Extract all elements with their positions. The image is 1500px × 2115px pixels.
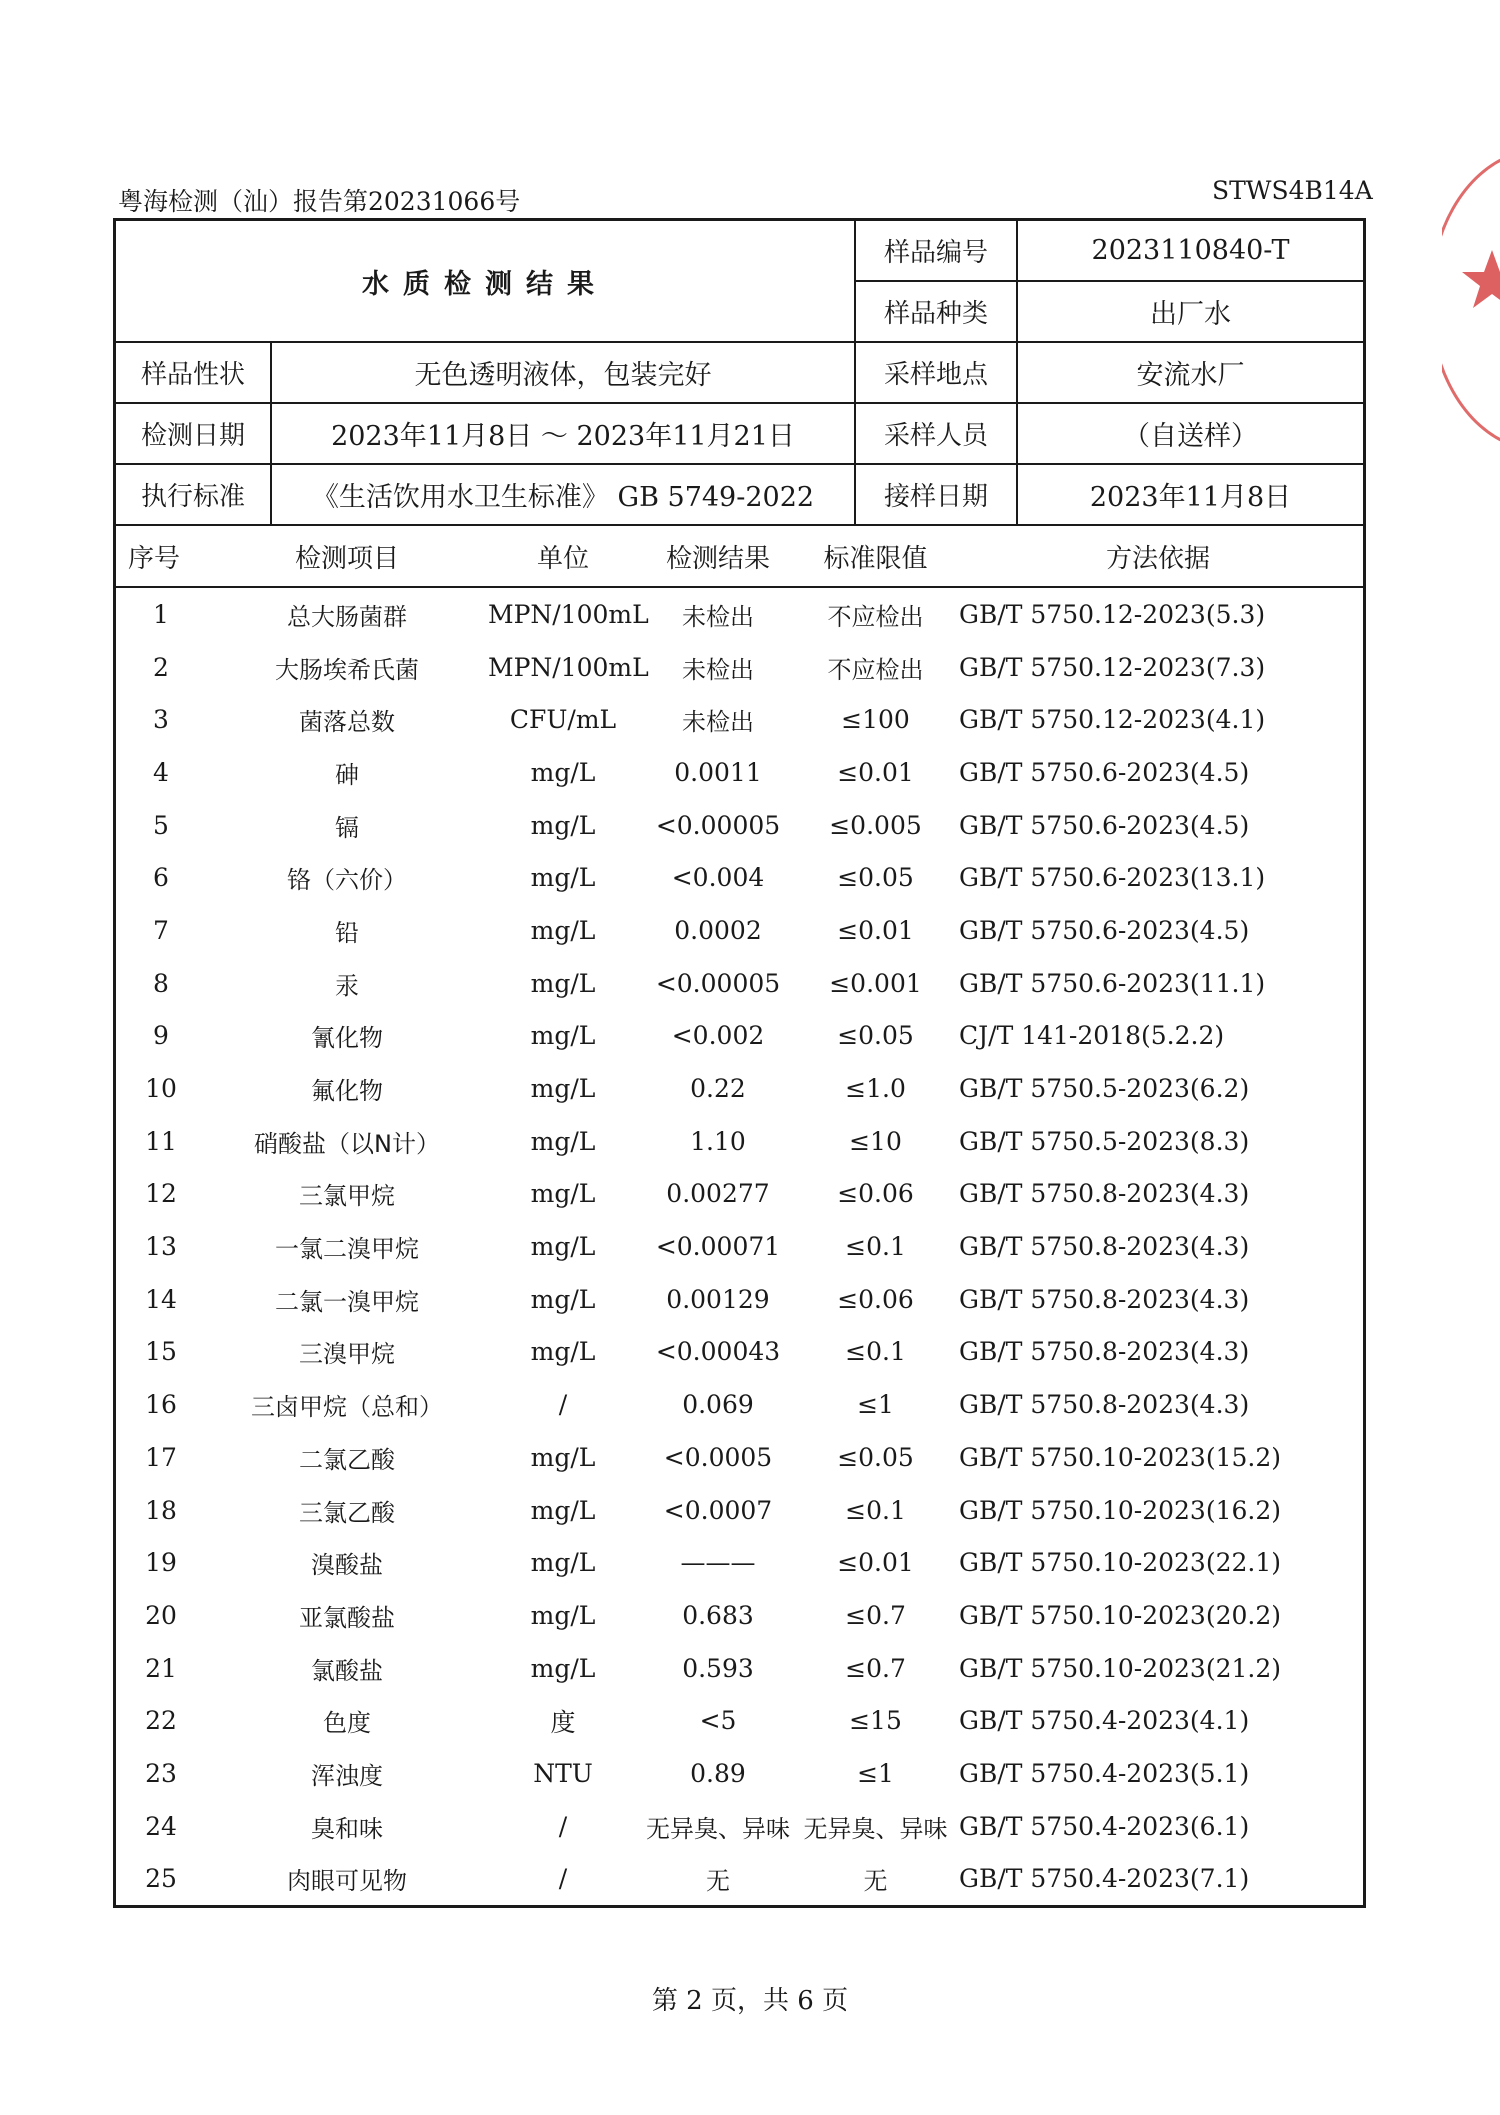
- row-method: GB/T 5750.8-2023(4.3): [959, 1284, 1250, 1314]
- table-row: [116, 1010, 1363, 1063]
- row-item: 三氯甲烷: [299, 1182, 395, 1211]
- row-limit: ≤0.05: [837, 1442, 914, 1472]
- row-limit: ≤0.005: [829, 810, 922, 840]
- table-row: [116, 799, 1363, 852]
- row-method: GB/T 5750.5-2023(6.2): [959, 1074, 1250, 1104]
- row-unit: mg/L: [530, 1232, 596, 1262]
- row-result: <0.004: [671, 863, 765, 893]
- table-row: [116, 1484, 1363, 1537]
- row-unit: MPN/100mL: [488, 599, 649, 629]
- row-unit: mg/L: [530, 1653, 596, 1683]
- row-unit: mg/L: [530, 1495, 596, 1525]
- row-limit: ≤15: [849, 1706, 902, 1736]
- table-row: [116, 1326, 1363, 1379]
- row-unit: /: [558, 1811, 568, 1841]
- row-result: 0.89: [690, 1758, 746, 1788]
- sampler-label: 采样人员: [855, 403, 1017, 464]
- row-limit: ≤0.1: [845, 1232, 906, 1262]
- row-seq: 14: [145, 1284, 177, 1314]
- row-seq: 9: [153, 1021, 169, 1051]
- row-method: GB/T 5750.10-2023(16.2): [959, 1495, 1282, 1525]
- table-row: [116, 1431, 1363, 1484]
- col-result: 检测结果: [638, 526, 798, 587]
- row-seq: 11: [145, 1126, 177, 1156]
- row-seq: 4: [153, 757, 169, 787]
- table-row: [116, 693, 1363, 746]
- row-item: 三卤甲烷（总和）: [251, 1393, 443, 1422]
- row-limit: ≤0.01: [837, 915, 914, 945]
- row-result: <5: [699, 1706, 737, 1736]
- row-seq: 1: [153, 599, 169, 629]
- receive-date-value: 2023年11月8日: [1017, 464, 1363, 525]
- table-row: [116, 1115, 1363, 1168]
- sample-type-value: 出厂水: [1017, 281, 1363, 342]
- row-unit: mg/L: [530, 810, 596, 840]
- row-result: 无: [706, 1867, 730, 1896]
- row-item: 肉眼可见物: [287, 1867, 407, 1896]
- row-limit: ≤0.1: [845, 1495, 906, 1525]
- row-limit: ≤1: [857, 1758, 894, 1788]
- row-item: 二氯乙酸: [299, 1445, 395, 1474]
- row-result: 未检出: [682, 708, 754, 737]
- location-value: 安流水厂: [1017, 342, 1363, 403]
- row-method: GB/T 5750.12-2023(7.3): [959, 652, 1266, 682]
- row-seq: 20: [145, 1600, 177, 1630]
- report-sheet: [113, 218, 1366, 1908]
- row-item: 亚氯酸盐: [299, 1603, 395, 1632]
- row-item: 氟化物: [311, 1077, 383, 1106]
- row-seq: 19: [145, 1548, 177, 1578]
- row-result: <0.002: [671, 1021, 765, 1051]
- red-seal-stamp: [1442, 150, 1500, 450]
- row-seq: 10: [145, 1074, 177, 1104]
- row-seq: 18: [145, 1495, 177, 1525]
- col-method: 方法依据: [953, 526, 1363, 587]
- receive-date-label: 接样日期: [855, 464, 1017, 525]
- table-row: [116, 957, 1363, 1010]
- row-result: 1.10: [690, 1126, 746, 1156]
- table-row: [116, 1853, 1363, 1906]
- sampler-value: （自送样）: [1017, 403, 1363, 464]
- table-row: [116, 904, 1363, 957]
- row-result: <0.0005: [663, 1442, 773, 1472]
- row-item: 铬（六价）: [287, 866, 407, 895]
- page-title: 水质检测结果: [116, 221, 855, 342]
- row-result: 0.00129: [666, 1284, 770, 1314]
- row-result: <0.00005: [655, 810, 781, 840]
- table-row: [116, 1220, 1363, 1273]
- row-result: <0.00071: [655, 1232, 781, 1262]
- row-item: 大肠埃希氏菌: [275, 655, 419, 684]
- row-method: GB/T 5750.4-2023(6.1): [959, 1811, 1250, 1841]
- row-unit: mg/L: [530, 1021, 596, 1051]
- col-seq: 序号: [116, 526, 206, 587]
- results-table: [116, 526, 1363, 1905]
- row-seq: 24: [145, 1811, 177, 1841]
- row-seq: 2: [153, 652, 169, 682]
- row-method: GB/T 5750.10-2023(20.2): [959, 1600, 1282, 1630]
- row-limit: 不应检出: [827, 602, 924, 631]
- row-item: 砷: [335, 760, 359, 789]
- row-item: 一氯二溴甲烷: [275, 1235, 419, 1264]
- table-row: [116, 587, 1363, 641]
- row-unit: mg/L: [530, 1074, 596, 1104]
- row-result: 未检出: [682, 655, 754, 684]
- col-item: 检测项目: [206, 526, 488, 587]
- row-seq: 7: [153, 915, 169, 945]
- sample-no-label: 样品编号: [855, 221, 1017, 281]
- location-label: 采样地点: [855, 342, 1017, 403]
- row-item: 三氯乙酸: [299, 1498, 395, 1527]
- row-result: <0.00005: [655, 968, 781, 998]
- col-limit: 标准限值: [798, 526, 953, 587]
- standard-label: 执行标准: [116, 464, 271, 525]
- row-result: 0.069: [682, 1390, 754, 1420]
- row-limit: ≤0.001: [829, 968, 922, 998]
- sample-info-table: [116, 221, 1363, 526]
- row-method: GB/T 5750.12-2023(5.3): [959, 599, 1266, 629]
- row-result: <0.0007: [663, 1495, 773, 1525]
- table-row: [116, 1273, 1363, 1326]
- table-row: [116, 851, 1363, 904]
- row-unit: mg/L: [530, 968, 596, 998]
- test-date-label: 检测日期: [116, 403, 271, 464]
- row-seq: 6: [153, 863, 169, 893]
- row-item: 二氯一溴甲烷: [275, 1287, 419, 1316]
- row-limit: ≤0.05: [837, 1021, 914, 1051]
- row-method: CJ/T 141-2018(5.2.2): [959, 1021, 1225, 1051]
- table-row: [116, 1168, 1363, 1221]
- appearance-value: 无色透明液体，包装完好: [271, 342, 855, 403]
- table-row: [116, 1747, 1363, 1800]
- test-date-value: 2023年11月8日 ～ 2023年11月21日: [271, 403, 855, 464]
- report-number: 粤海检测（汕）报告第20231066号: [118, 187, 521, 216]
- table-row: [116, 1642, 1363, 1695]
- row-method: GB/T 5750.4-2023(7.1): [959, 1864, 1250, 1894]
- row-seq: 23: [145, 1758, 177, 1788]
- row-seq: 22: [145, 1706, 177, 1736]
- row-item: 镉: [335, 813, 359, 842]
- row-result: 0.0002: [674, 915, 762, 945]
- row-method: GB/T 5750.6-2023(13.1): [959, 863, 1266, 893]
- row-result: 0.683: [682, 1600, 754, 1630]
- row-limit: ≤0.05: [837, 863, 914, 893]
- standard-value: 《生活饮用水卫生标准》 GB 5749-2022: [271, 464, 855, 525]
- row-unit: mg/L: [530, 1284, 596, 1314]
- row-method: GB/T 5750.8-2023(4.3): [959, 1390, 1250, 1420]
- row-unit: 度: [550, 1707, 576, 1737]
- row-unit: NTU: [533, 1758, 593, 1788]
- row-item: 菌落总数: [299, 708, 395, 737]
- table-row: [116, 641, 1363, 694]
- row-result: 无异臭、异味: [646, 1814, 790, 1843]
- row-method: GB/T 5750.10-2023(22.1): [959, 1548, 1282, 1578]
- row-method: GB/T 5750.10-2023(21.2): [959, 1653, 1282, 1683]
- col-unit: 单位: [488, 526, 638, 587]
- row-unit: MPN/100mL: [488, 652, 649, 682]
- row-unit: mg/L: [530, 1600, 596, 1630]
- row-limit: ≤0.1: [845, 1337, 906, 1367]
- row-seq: 12: [145, 1179, 177, 1209]
- table-row: [116, 1589, 1363, 1642]
- row-item: 硝酸盐（以N计）: [254, 1129, 440, 1158]
- row-unit: mg/L: [530, 1337, 596, 1367]
- row-limit: ≤0.01: [837, 757, 914, 787]
- row-method: GB/T 5750.6-2023(4.5): [959, 915, 1250, 945]
- row-item: 三溴甲烷: [299, 1340, 395, 1369]
- row-item: 浑浊度: [311, 1761, 383, 1790]
- row-result: 0.22: [690, 1074, 746, 1104]
- row-result: 未检出: [682, 602, 754, 631]
- row-result: 0.00277: [666, 1179, 770, 1209]
- row-item: 铅: [335, 918, 359, 947]
- table-row: [116, 1062, 1363, 1115]
- row-limit: ≤0.7: [845, 1600, 906, 1630]
- row-unit: CFU/mL: [509, 705, 617, 735]
- row-unit: mg/L: [530, 1179, 596, 1209]
- page-footer: 第 2 页，共 6 页: [651, 1986, 849, 2016]
- row-method: GB/T 5750.5-2023(8.3): [959, 1126, 1250, 1156]
- row-method: GB/T 5750.6-2023(4.5): [959, 757, 1250, 787]
- table-row: [116, 1378, 1363, 1431]
- row-result: ———: [680, 1548, 756, 1578]
- row-seq: 16: [145, 1390, 177, 1420]
- table-row: [116, 1800, 1363, 1853]
- row-method: GB/T 5750.4-2023(4.1): [959, 1706, 1250, 1736]
- row-seq: 21: [145, 1653, 177, 1683]
- row-limit: ≤10: [849, 1126, 902, 1156]
- row-item: 臭和味: [311, 1814, 383, 1843]
- row-item: 氰化物: [311, 1024, 383, 1053]
- row-item: 总大肠菌群: [287, 602, 407, 631]
- row-item: 色度: [323, 1709, 371, 1738]
- row-seq: 13: [145, 1232, 177, 1262]
- table-row: [116, 1694, 1363, 1747]
- row-limit: ≤0.06: [837, 1284, 914, 1314]
- row-unit: /: [558, 1390, 568, 1420]
- row-unit: mg/L: [530, 1442, 596, 1472]
- row-method: GB/T 5750.6-2023(11.1): [959, 968, 1266, 998]
- row-unit: mg/L: [530, 757, 596, 787]
- row-result: <0.00043: [655, 1337, 781, 1367]
- row-seq: 25: [145, 1864, 177, 1894]
- row-item: 氯酸盐: [311, 1656, 383, 1685]
- row-unit: /: [558, 1864, 568, 1894]
- row-method: GB/T 5750.8-2023(4.3): [959, 1179, 1250, 1209]
- row-method: GB/T 5750.8-2023(4.3): [959, 1232, 1250, 1262]
- row-seq: 8: [153, 968, 169, 998]
- row-limit: ≤0.06: [837, 1179, 914, 1209]
- row-result: 0.0011: [674, 757, 762, 787]
- row-unit: mg/L: [530, 1548, 596, 1578]
- sample-no-value: 2023110840-T: [1017, 221, 1363, 281]
- row-result: 0.593: [682, 1653, 754, 1683]
- row-seq: 3: [153, 705, 169, 735]
- row-limit: ≤100: [841, 705, 910, 735]
- appearance-label: 样品性状: [116, 342, 271, 403]
- row-limit: 无: [863, 1867, 888, 1896]
- row-unit: mg/L: [530, 863, 596, 893]
- sample-type-label: 样品种类: [855, 281, 1017, 342]
- row-limit: ≤1: [857, 1390, 894, 1420]
- row-item: 溴酸盐: [311, 1551, 383, 1580]
- row-method: GB/T 5750.4-2023(5.1): [959, 1758, 1250, 1788]
- row-unit: mg/L: [530, 915, 596, 945]
- row-seq: 5: [153, 810, 169, 840]
- row-seq: 17: [145, 1442, 177, 1472]
- row-method: GB/T 5750.12-2023(4.1): [959, 705, 1266, 735]
- row-method: GB/T 5750.6-2023(4.5): [959, 810, 1250, 840]
- table-row: [116, 1536, 1363, 1589]
- row-limit: ≤0.01: [837, 1548, 914, 1578]
- row-limit: ≤1.0: [845, 1074, 906, 1104]
- row-item: 汞: [335, 971, 359, 1000]
- row-limit: ≤0.7: [845, 1653, 906, 1683]
- row-unit: mg/L: [530, 1126, 596, 1156]
- document-code: STWS4B14A: [1212, 176, 1373, 205]
- row-limit: 不应检出: [827, 655, 924, 684]
- row-method: GB/T 5750.8-2023(4.3): [959, 1337, 1250, 1367]
- row-seq: 15: [145, 1337, 177, 1367]
- row-method: GB/T 5750.10-2023(15.2): [959, 1442, 1282, 1472]
- results-header-row: [116, 526, 1363, 587]
- table-row: [116, 746, 1363, 799]
- row-limit: 无异臭、异味: [803, 1814, 948, 1843]
